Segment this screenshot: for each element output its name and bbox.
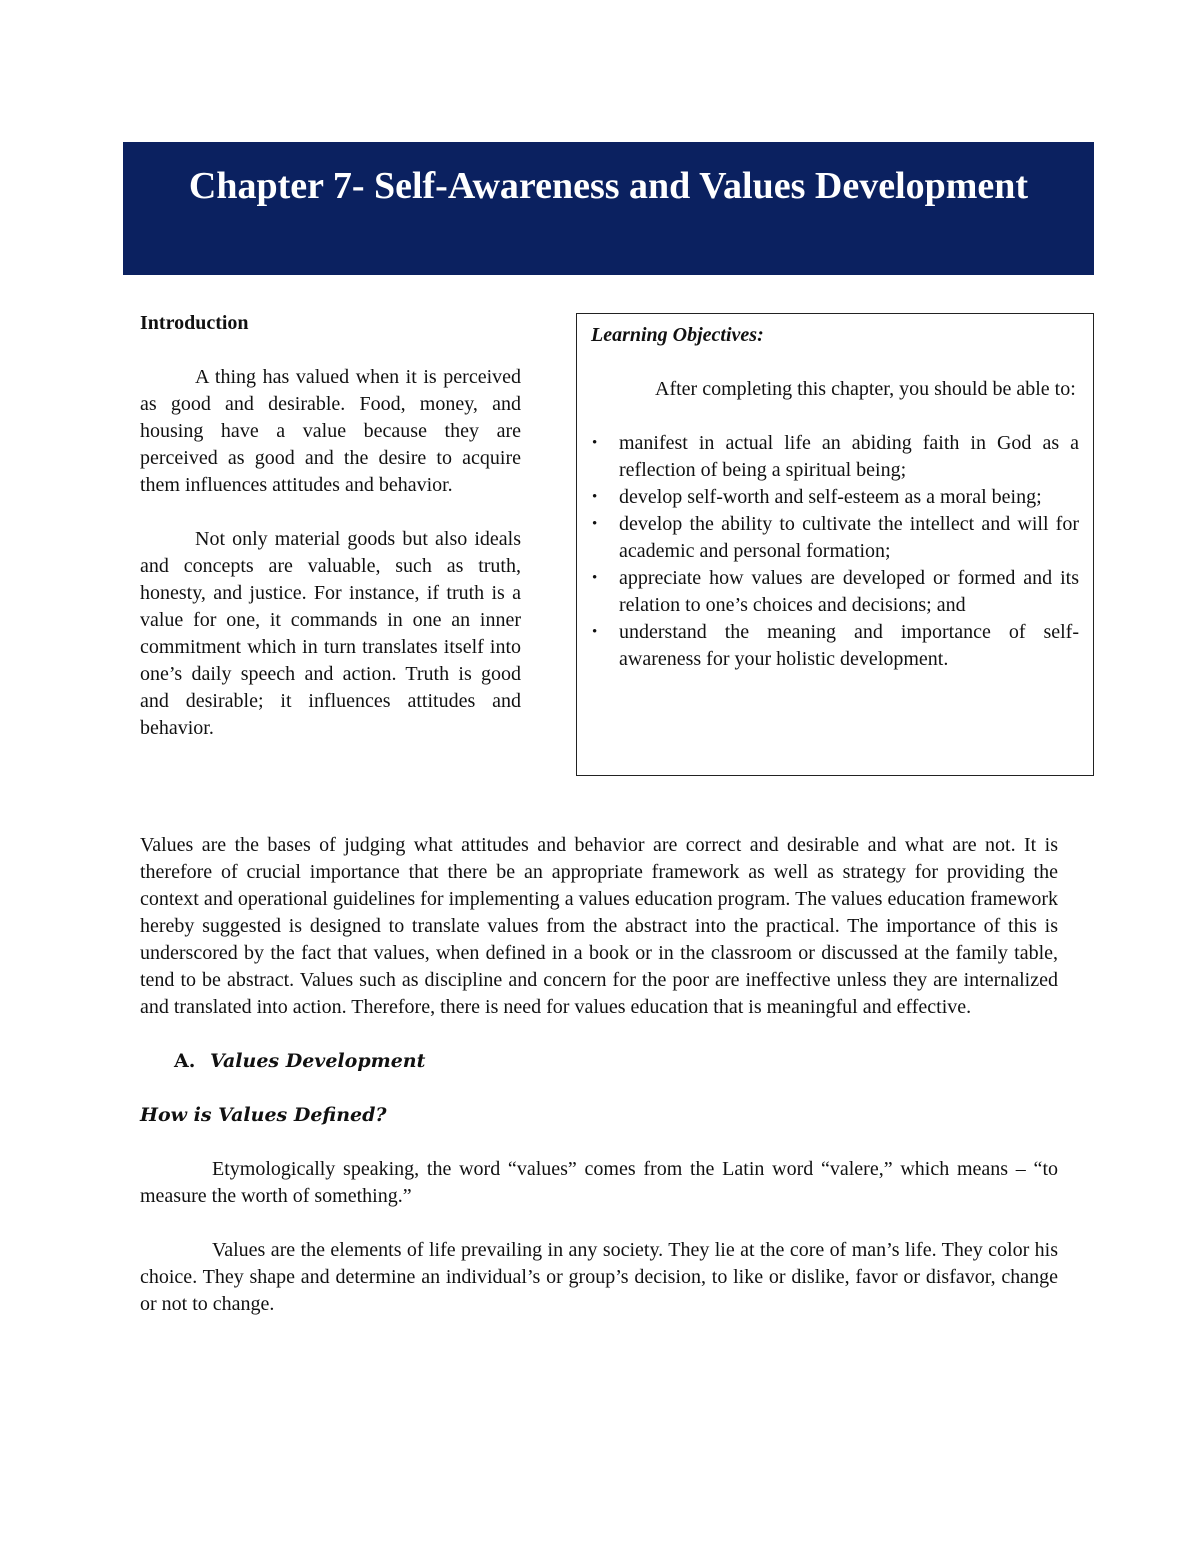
list-item: [592, 430, 1079, 484]
learning-objectives-lead: After completing this chapter, you should be able to:: [655, 378, 1076, 400]
body-paragraph: Values are the bases of judging what attitudes and behavior are correct and desirable and what are not. It is therefore of crucial importance that there be an appropriate framework as well as strategy for providing the context and operational guidelines for implementing a values education program. The values education framework hereby suggested is designed to translate values from the abstract into the practical. The importance of this is underscored by the fact that values, when defined in a book or in the classroom or discussed at the family table, tend to be abstract. Values such as discipline and concern for the poor are ineffective unless they are internalized and translated into action. Therefore, there is need for values education that is meaningful and effective.: [140, 834, 1058, 1018]
bullet-icon: •: [592, 435, 598, 451]
objective-text: appreciate how values are developed or formed and its relation to one’s choices and decisions; and: [619, 567, 1079, 616]
chapter-title: Chapter 7- Self-Awareness and Values Development: [188, 165, 1029, 207]
section-heading: [140, 1048, 1058, 1075]
body-paragraph: Values are the elements of life prevailing in any society. They lie at the core of man’s life. They color his choice. They shape and determine an individual’s or group’s decision, to like or dislike, favor or disfavor, change or not to change.: [140, 1239, 1058, 1315]
list-item: [592, 511, 1079, 565]
bullet-icon: •: [592, 516, 598, 532]
bullet-icon: •: [592, 570, 598, 586]
subheading: How is Values Defined?: [140, 1104, 387, 1126]
main-body: [140, 832, 1058, 1345]
objective-text: manifest in actual life an abiding faith in God as a reflection of being a spiritual being;: [619, 432, 1079, 481]
list-item: [592, 619, 1079, 673]
bullet-icon: •: [592, 624, 598, 640]
learning-objectives-box: [576, 313, 1094, 776]
body-paragraph: Etymologically speaking, the word “values” comes from the Latin word “valere,” which means – “to measure the worth of something.”: [140, 1158, 1058, 1207]
list-item: [592, 484, 1079, 511]
section-letter: A.: [174, 1050, 196, 1072]
section-title: Values Development: [210, 1050, 426, 1072]
learning-objectives-list: [591, 430, 1079, 673]
chapter-banner: [123, 142, 1094, 275]
list-item: [592, 565, 1079, 619]
objective-text: develop self-worth and self-esteem as a moral being;: [619, 486, 1042, 508]
introduction-heading: Introduction: [140, 312, 249, 334]
objective-text: develop the ability to cultivate the intellect and will for academic and personal formation;: [619, 513, 1079, 562]
introduction-column: [140, 310, 521, 769]
introduction-paragraph: Not only material goods but also ideals and concepts are valuable, such as truth, honesty, and justice. For instance, if truth is a value for one, it commands in one an inner commitment which in turn translates itself into one’s daily speech and action. Truth is good and desirable; it influences attitudes and behavior.: [140, 528, 521, 739]
learning-objectives-heading: Learning Objectives:: [591, 324, 764, 346]
bullet-icon: •: [592, 489, 598, 505]
objective-text: understand the meaning and importance of self-awareness for your holistic development.: [619, 621, 1079, 670]
introduction-paragraph: A thing has valued when it is perceived as good and desirable. Food, money, and housing have a value because they are perceived as good and the desire to acquire them influences attitudes and behavior.: [140, 366, 521, 496]
